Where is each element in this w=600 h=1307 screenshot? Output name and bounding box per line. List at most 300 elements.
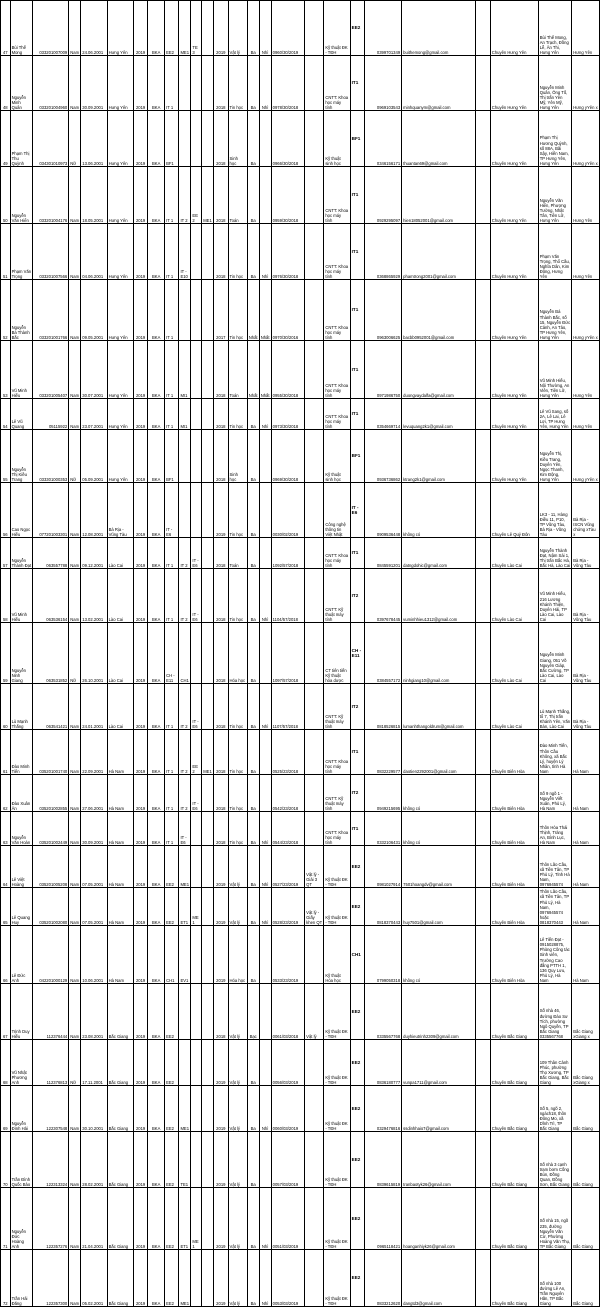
cell-full-name: Nguyễn Đức Hoàng Anh [10,1188,33,1250]
cell-contact-address: Phạm Thị Hương Quỳnh, số 88A, Bãi Sậy, Hiến Nam, TP Hưng Yên, Hưng Yên [538,111,572,167]
cell-award-level: Ba [247,399,259,430]
cell-row-number: 47 [1,1,11,56]
cell-id-number: 042201000129 [33,926,69,984]
cell-certificate-number: 1092/57/2018 [271,538,305,569]
cell-international-award [305,538,324,569]
cell-phone: 0397678445 [365,569,402,623]
cell-region: Bắc Giang [572,1188,600,1250]
cell-birth-date: 24.06.2001 [81,1,107,56]
cell-award-year: 2019 [214,888,228,926]
cell-birth-date: 26.10.2001 [81,623,107,684]
table-row [1,812,600,846]
cell-choice-1: CH1 [165,926,179,984]
cell-contact-address: LK3 - 11, Hàng Điều 11, P10, TP Vũng Tàu, Bà Rịa - Vũng Tàu [538,483,572,538]
cell-choice-4 [202,984,214,1040]
cell-choice-1: EE2 [165,1086,179,1132]
cell-high-school: Chuyên Bắc Giang [490,1132,538,1188]
cell-full-name: Lê Vũ Quang [10,399,33,430]
cell-province: Bắc Giang [107,984,133,1040]
cell-year: 2019 [133,224,147,280]
cell-row-number: 68 [1,1040,11,1086]
cell-certificate-number: 0051/03/2019 [271,1188,305,1250]
cell-phone: 0833212620 [365,1250,402,1307]
cell-award-level-2: Nhì [259,812,271,846]
cell-subject: Vật lý [228,1132,247,1188]
cell-choice-4 [202,224,214,280]
cell-row-number: 56 [1,483,11,538]
cell-birth-date: 05.09.2001 [81,430,107,483]
cell-full-name: Phạm Thị Thu Quỳnh [10,111,33,167]
cell-choice-1: EE2 [165,1250,179,1307]
cell-email: không có [402,483,476,538]
cell-birth-date: 30.09.2001 [81,56,107,111]
cell-high-school: Chuyên Hưng Yên [490,399,538,430]
cell-program: CNTT: Khoa học máy tính [324,341,350,399]
cell-row-number: 54 [1,399,11,430]
cell-award-level-2 [259,111,271,167]
cell-choice-2: ET1 [179,888,191,926]
cell-region: Bà Rịa - Vũng Tàu [572,569,600,623]
cell-gender: Nữ [69,623,81,684]
cell-award-year: 2018 [214,684,228,730]
cell-gender: Nam [69,1188,81,1250]
cell-choice-2: CH1 [179,623,191,684]
cell-choice-2: IT 2 [179,684,191,730]
cell-school-code: BKA [148,56,165,111]
cell-choice-1: IT 1 [165,56,179,111]
cell-id-number: 112376813 [33,1040,69,1086]
cell-birth-date: 09.12.2001 [81,538,107,569]
cell-region: Bắc Giang xGiang x [572,984,600,1040]
cell-program: Kỹ thuật ĐK - TĐH [324,1188,350,1250]
cell-year: 2019 [133,1040,147,1086]
cell-gender: Nam [69,399,81,430]
cell-high-school: Chuyên Hưng Yên [490,111,538,167]
cell-gender: Nam [69,984,81,1040]
cell-certificate-number: 0973/30/2018 [271,399,305,430]
cell-award-level-2: Nhì [259,224,271,280]
cell-award-level-2 [259,167,271,224]
cell-choice-3: IT - E6 [191,538,202,569]
cell-row-number: 62 [1,775,11,812]
cell-program-code: BF1 [350,430,364,483]
cell-row-number: 71 [1,1188,11,1250]
cell-choice-2 [179,430,191,483]
cell-subject: Tin học [228,730,247,775]
cell-full-name: Lù Mạnh Thắng [10,684,33,730]
cell-choice-2: MI1 [179,399,191,430]
cell-email: tranbaotyk26@gmail.com [402,1132,476,1188]
cell-program-code: EE2 [350,1188,364,1250]
cell-choice-2 [179,984,191,1040]
cell-choice-3 [191,483,202,538]
cell-contact-address: Nguyễn Thị, Kiều Trang, Duyên Yên, Ngọc Thanh, Kim Động, Hưng Yên [538,430,572,483]
cell-note [476,341,490,399]
cell-email: bacbb0952001@gmail.com [402,280,476,341]
cell-award-year: 2017 [214,280,228,341]
cell-choice-1: IT 1 [165,224,179,280]
cell-certificate-number: 0525/23/2018 [271,730,305,775]
cell-id-number: 122307548 [33,1086,69,1132]
cell-id-number: 063536154 [33,569,69,623]
cell-phone: 0969103543 [365,56,402,111]
cell-program-code: IT - E6 [350,483,364,538]
cell-birth-date: 21.04.2001 [81,1188,107,1250]
cell-school-code: BKA [148,623,165,684]
cell-contact-address: Nguyễn Minh Quân, Ông Tố, Thị trấn Yên Mỹ, Yên Mỹ, Hưng Yên [538,56,572,111]
cell-award-level-2: Nhất [259,280,271,341]
cell-choice-3 [191,399,202,430]
cell-gender: Nam [69,846,81,888]
cell-international-award [305,775,324,812]
cell-program-code: EE2 [350,984,364,1040]
cell-choice-1: EE2 [165,1040,179,1086]
cell-award-level: Ba [247,56,259,111]
cell-high-school: Chuyên Bắc Giang [490,1040,538,1086]
cell-id-number: 112376444 [33,984,69,1040]
cell-province: Bắc Giang [107,1188,133,1250]
cell-year: 2019 [133,167,147,224]
cell-award-year: 2018 [214,623,228,684]
cell-email: duyhieutrinh2309@gmail.com [402,984,476,1040]
cell-region: Hưng Yên [572,167,600,224]
cell-award-year: 2018 [214,569,228,623]
cell-award-year: 2019 [214,926,228,984]
cell-program: Kỹ thuật sinh học [324,430,350,483]
cell-full-name: Nguyễn Văn Hiển [10,167,33,224]
cell-region: Bà Rịa - Vũng Tàu [572,538,600,569]
cell-email: vunpa1711@gmail.com [402,1040,476,1086]
table-row [1,430,600,483]
cell-choice-1: EE2 [165,984,179,1040]
cell-choice-3: IT - E6 [191,775,202,812]
cell-award-year: 2018 [214,111,228,167]
cell-note [476,623,490,684]
cell-school-code: BKA [148,483,165,538]
cell-gender: Nam [69,483,81,538]
cell-program: Kỹ thuật Hóa học [324,926,350,984]
cell-year: 2019 [133,538,147,569]
cell-full-name: Đào Xuân Ân [10,775,33,812]
cell-award-level: Ba [247,1132,259,1188]
cell-award-level-2 [259,430,271,483]
cell-subject: Toán [228,538,247,569]
cell-gender: Nữ [69,430,81,483]
cell-email: levuquang2k1@gmail.com [402,399,476,430]
cell-birth-date: 04.06.2001 [81,224,107,280]
cell-certificate-number: 0976/30/2018 [271,224,305,280]
cell-id-number: 035201001740 [33,730,69,775]
cell-choice-1: EE2 [165,888,179,926]
cell-international-award [305,1,324,56]
cell-award-level: Ba [247,1,259,56]
cell-choice-3: IT - E6 [191,569,202,623]
cell-id-number: 05115922 [33,399,69,430]
cell-award-year: 2018 [214,812,228,846]
cell-program: Kỹ thuật ĐK - TĐH [324,1,350,56]
cell-certificate-number: 0056/03/2019 [271,1040,305,1086]
cell-gender: Nữ [69,1040,81,1086]
cell-id-number: 035201002080 [33,888,69,926]
cell-contact-address: Thôn Lão Cầu, xã Tiên Tân, TP Phủ Lý, Hà Nam, 0976945574 hoặc 0818370443 [538,888,572,926]
cell-region: Bà Rịa - Vũng Tàu [572,623,600,684]
table-row [1,888,600,926]
cell-contact-address: Nguyễn Bá Thành Bắc, số 15, Nguyễn Đức Cảnh, An Tảo, TP Hưng Yên, Hưng Yên [538,280,572,341]
cell-program-code: CH - E11 [350,623,364,684]
cell-note [476,984,490,1040]
cell-choice-4 [202,111,214,167]
cell-school-code: BKA [148,224,165,280]
cell-subject: Tin học [228,399,247,430]
cell-award-year: 2019 [214,483,228,538]
cell-subject: Tin học [228,280,247,341]
cell-award-level-2: Nhất [259,341,271,399]
cell-choice-4 [202,926,214,984]
cell-choice-3 [191,984,202,1040]
cell-award-level-2: Nhì [259,1188,271,1250]
cell-region: Hưng yYên x [572,56,600,111]
cell-full-name: Trần Đình Quốc Bảo [10,1132,33,1188]
cell-subject: Toán [228,341,247,399]
cell-full-name: Trần Hải Đăng [10,1250,33,1307]
table-row [1,1,600,56]
cell-email: ssdinhhaio7@gmail.com [402,1086,476,1132]
cell-choice-1: IT 1 [165,341,179,399]
cell-note [476,1188,490,1250]
cell-high-school: Chuyên Hưng Yên [490,430,538,483]
cell-choice-1: EE2 [165,1,179,56]
cell-choice-1: IT 1 [165,538,179,569]
cell-gender: Nam [69,569,81,623]
cell-province: Hà Nam [107,812,133,846]
cell-choice-1: IT - E6 [165,483,179,538]
cell-program: CNTT: Khoa học máy tính [324,56,350,111]
cell-award-level: Nhất [247,341,259,399]
cell-international-award [305,56,324,111]
cell-id-number: 033201001766 [33,280,69,341]
cell-choice-1: IT 1 [165,730,179,775]
cell-program: Kỹ thuật ĐK - TĐH [324,1086,350,1132]
table-row [1,730,600,775]
cell-choice-1: IT 1 [165,167,179,224]
cell-province: Hưng Yên [107,280,133,341]
cell-id-number: 035201005208 [33,846,69,888]
cell-row-number: 55 [1,430,11,483]
cell-program: CNTT: Kỹ thuật máy tính [324,684,350,730]
cell-row-number: 61 [1,730,11,775]
cell-certificate-number: 0969/30/2018 [271,430,305,483]
cell-choice-3 [191,430,202,483]
cell-note [476,684,490,730]
cell-program: Công nghệ thông tin Việt Nhật [324,483,350,538]
cell-full-name: Đào Minh Tiến [10,730,33,775]
cell-birth-date: 12.08.2001 [81,483,107,538]
cell-award-level: Bạc [247,984,259,1040]
cell-choice-3 [191,1250,202,1307]
cell-choice-2: MI1 [179,341,191,399]
cell-birth-date: 23.07.2001 [81,399,107,430]
cell-year: 2019 [133,341,147,399]
cell-birth-date: 07.05.2001 [81,888,107,926]
cell-gender: Nữ [69,111,81,167]
cell-certificate-number: 1104/57/2018 [271,569,305,623]
cell-subject: Tin học [228,684,247,730]
cell-choice-4 [202,1250,214,1307]
cell-award-level: Ba [247,483,259,538]
cell-region: Hưng Yên [572,399,600,430]
cell-school-code: BKA [148,1,165,56]
cell-choice-2: IT - E6 [179,812,191,846]
cell-high-school: Chuyên Bắc Giang [490,1188,538,1250]
cell-school-code: BKA [148,984,165,1040]
cell-note [476,483,490,538]
cell-program: CNTT: Khoa học máy tính [324,224,350,280]
cell-choice-1: IT 1 [165,399,179,430]
cell-subject: Tin học [228,569,247,623]
cell-award-level: Ba [247,538,259,569]
cell-program-code: IT2 [350,684,364,730]
cell-choice-1: IT 1 [165,775,179,812]
cell-school-code: BKA [148,775,165,812]
table-row [1,111,600,167]
cell-school-code: BKA [148,812,165,846]
cell-certificate-number: 0978/30/2018 [271,56,305,111]
cell-province: Hưng Yên [107,56,133,111]
cell-note [476,430,490,483]
cell-id-number: 077201003301 [33,483,69,538]
cell-program-code: EE2 [350,888,364,926]
cell-phone: 0836180777 [365,1040,402,1086]
cell-gender: Nam [69,926,81,984]
cell-row-number: 60 [1,684,11,730]
cell-award-year: 2019 [214,1188,228,1250]
cell-contact-address: Số 5, ngõ 2, ngách18, thôn Đông Mo, xã Dĩnh Trì, TP Bắc Giang [538,1086,572,1132]
student-table-body [1,1,600,1307]
cell-email: không có [402,775,476,812]
table-row [1,167,600,224]
cell-note [476,280,490,341]
cell-high-school: Chuyên Lào Cai [490,684,538,730]
cell-choice-3 [191,56,202,111]
cell-note [476,926,490,984]
cell-choice-4 [202,888,214,926]
cell-email: không có [402,926,476,984]
cell-subject: Vật lý [228,1250,247,1307]
table-row [1,399,600,430]
cell-award-level: Ba [247,623,259,684]
cell-id-number: 035201002449 [33,812,69,846]
cell-year: 2019 [133,984,147,1040]
cell-year: 2019 [133,888,147,926]
cell-province: Hưng Yên [107,341,133,399]
cell-region: Bắc Giang [572,1250,600,1307]
cell-high-school: Chuyên Biên Hòa [490,846,538,888]
cell-note [476,1,490,56]
cell-id-number: 033201004176 [33,167,69,224]
cell-program-code: IT2 [350,775,364,812]
cell-full-name: Nguyễn Thành Đạt [10,538,33,569]
cell-province: Bà Rịa - Vũng Tàu [107,483,133,538]
cell-province: Hà Nam [107,730,133,775]
cell-high-school: Chuyên Biên Hòa [490,730,538,775]
cell-subject: Vật lý [228,1086,247,1132]
cell-award-level: Ba [247,1040,259,1086]
cell-international-award [305,167,324,224]
cell-gender: Nam [69,280,81,341]
cell-award-year: 2018 [214,399,228,430]
cell-birth-date: 10.06.2001 [81,926,107,984]
cell-region: Hà Nam [572,730,600,775]
cell-choice-4 [202,483,214,538]
cell-subject: Tin học [228,812,247,846]
cell-email: dangtd3@gmail.com [402,1250,476,1307]
cell-international-award [305,684,324,730]
cell-phone: 0909536448 [365,483,402,538]
cell-award-level: Ba [247,569,259,623]
cell-award-level: Ba [247,1250,259,1307]
cell-subject: Tin học [228,775,247,812]
cell-high-school: Chuyên Biên Hòa [490,775,538,812]
cell-award-level-2 [259,623,271,684]
cell-region: Bắc Giang xGiang x [572,1040,600,1086]
cell-high-school: Chuyên Hưng Yên [490,167,538,224]
cell-award-year: 2019 [214,1,228,56]
cell-certificate-number: 0966/30/2018 [271,111,305,167]
cell-choice-1: IT 1 [165,812,179,846]
cell-birth-date: 05.02.2001 [81,1250,107,1307]
cell-gender: Nam [69,888,81,926]
cell-note [476,224,490,280]
cell-certificate-number: 1097/57/2018 [271,623,305,684]
cell-year: 2019 [133,1,147,56]
cell-certificate-number: 1107/57/2018 [271,684,305,730]
cell-program: Kỹ thuật sinh học [324,111,350,167]
cell-choice-3 [191,812,202,846]
cell-year: 2019 [133,775,147,812]
table-row [1,56,600,111]
cell-choice-4 [202,399,214,430]
cell-school-code: BKA [148,111,165,167]
cell-contact-address: Vũ Minh Hiếu, Nội Thường, An Viên, Tiên Lữ, Hưng Yên [538,341,572,399]
cell-choice-4 [202,1,214,56]
cell-award-level: Ba [247,812,259,846]
cell-choice-4 [202,341,214,399]
cell-id-number: 033201007566 [33,224,69,280]
cell-row-number: 65 [1,888,11,926]
cell-award-year: 2018 [214,775,228,812]
cell-year: 2019 [133,111,147,167]
cell-contact-address: Nguyễn Văn Hiển, Phượng Tường, Nhật Tân, Tiên Lữ, Hưng Yên [538,167,572,224]
cell-program: CNTT: Kỹ thuật máy tính [324,775,350,812]
cell-full-name: Lê Quang Huy [10,888,33,926]
cell-award-year: 2018 [214,538,228,569]
cell-province: Bắc Giang [107,1040,133,1086]
cell-award-level-2: Nhì [259,684,271,730]
cell-award-level: Nhất [247,280,259,341]
cell-birth-date: 23.08.2001 [81,984,107,1040]
cell-year: 2019 [133,56,147,111]
cell-full-name: Vũ Minh Hiếu [10,569,33,623]
cell-international-award [305,730,324,775]
cell-high-school: Chuyên Lào Cai [490,569,538,623]
cell-school-code: BKA [148,280,165,341]
cell-year: 2019 [133,846,147,888]
cell-phone: 0832229577 [365,730,402,775]
cell-award-year: 2018 [214,341,228,399]
cell-international-award [305,812,324,846]
cell-program-code: EE2 [350,846,364,888]
cell-choice-3 [191,846,202,888]
